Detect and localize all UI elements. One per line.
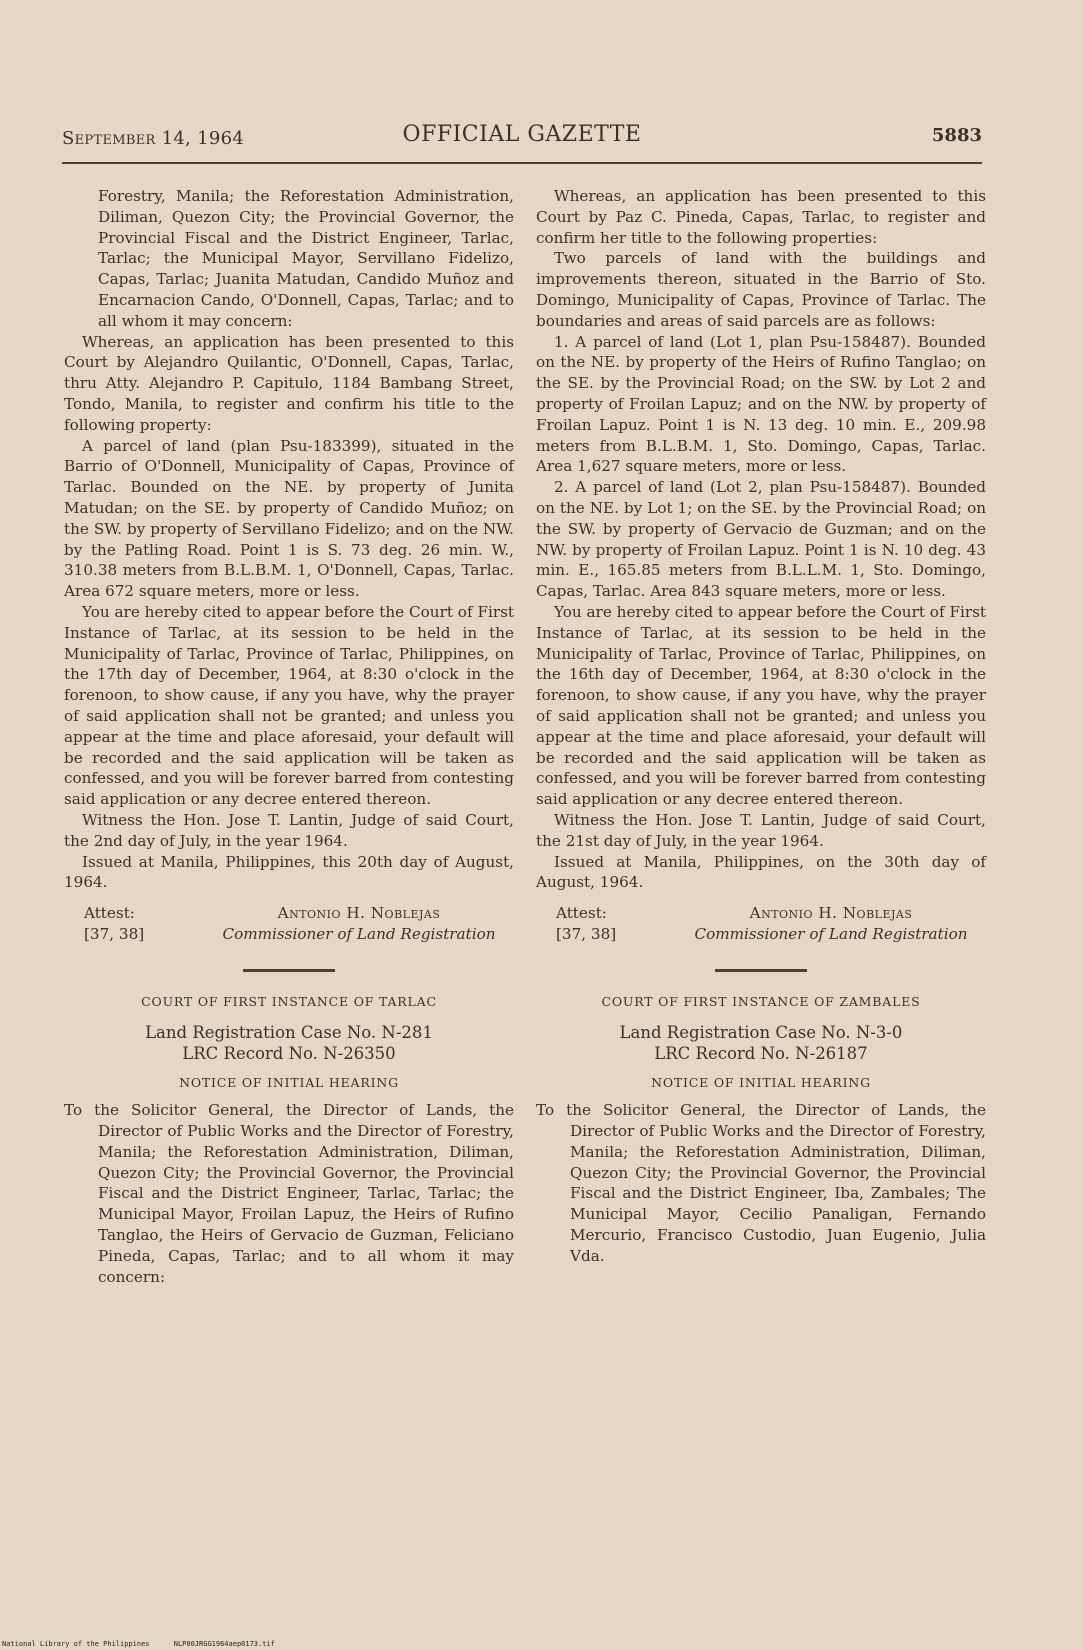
case-number: Land Registration Case No. N-3-0	[619, 1023, 903, 1043]
property-description: A parcel of land (plan Psu-183399), situated in the Barrio of O'Donnell, Municipality of Capas, Province of Tarlac. Bounded on the NE. by property of Junita Matudan; on the SE. by property of Candido Muñoz; on the SW. by property of Servillano Fidelizo; and on the NW. by the Patling Road. Point 1 is S. 73 deg. 26 min. W., 310.38 meters from B.L.B.M. 1, O'Donnell, Capas, Tarlac. Area 672 square meters, more or less.	[64, 436, 514, 601]
signer-name: Antonio H. Noblejas	[749, 904, 913, 923]
paragraph: Whereas, an application has been presented to this Court by Paz C. Pineda, Capas, Tarlac, to register and confirm her title to the following properties:	[536, 187, 986, 247]
notice-heading: NOTICE OF INITIAL HEARING	[651, 1075, 871, 1091]
issue-reference: [37, 38]	[84, 924, 145, 943]
signer-title: Commissioner of Land Registration	[694, 924, 968, 943]
page-number: 5883	[931, 125, 982, 146]
parcel-description: 1. A parcel of land (Lot 1, plan Psu-158487). Bounded on the NE. by property of the Heirs of Rufino Tanglao; on the SE. by the Provincial Road; on the SW. by Lot 2 and property of Froilan Lapuz; and on the NW. by property of Froilan Lapuz. Point 1 is N. 13 deg. 10 min. E., 209.98 meters from B.L.B.M. 1, Sto. Domingo, Capas, Tarlac. Area 1,627 square meters, more or less.	[536, 332, 986, 476]
addressees: To the Solicitor General, the Director of Lands, the Director of Public Works and the Director of Forestry, Manila; the Reforestation Administration, Diliman, Quezon City; the Provincial Governor, the Provincial Fiscal and the District Engineer, Tarlac, Tarlac; the Municipal Mayor, Froilan Lapuz, the Heirs of Rufino Tanglao, the Heirs of Gervacio de Guzman, Feliciano Pineda, Capas, Tarlac; and to all whom it may concern:	[64, 1101, 514, 1286]
lrc-record-number: LRC Record No. N-26187	[654, 1044, 868, 1064]
court-heading: COURT OF FIRST INSTANCE OF ZAMBALES	[601, 993, 921, 1009]
section-divider	[243, 969, 335, 972]
attestation-block	[64, 903, 514, 945]
publication-title: OFFICIAL GAZETTE	[402, 122, 642, 147]
file-name: NLP00JRGG1964aep0173.tif	[173, 1640, 275, 1648]
notice-heading: NOTICE OF INITIAL HEARING	[179, 1075, 399, 1091]
addressees: To the Solicitor General, the Director of Lands, the Director of Public Works and the Director of Forestry, Manila; the Reforestation Administration, Diliman, Quezon City; the Provincial Governor, the Provincial Fiscal and the District Engineer, Iba, Zambales; The Municipal Mayor, Cecilio Panaligan, Fernando Mercurio, Francisco Custodio, Juan Eugenio, Julia Vda.	[536, 1101, 986, 1265]
issue-date: September 14, 1964	[62, 128, 245, 149]
paragraph: You are hereby cited to appear before the Court of First Instance of Tarlac, at its session to be held in the Municipality of Tarlac, Province of Tarlac, Philippines, on the 16th day of December, 1964, at 8:30 o'clock in the forenoon, to show cause, if any you have, why the prayer of said application shall not be granted; and unless you appear at the time and place aforesaid, your default will be recorded and the said application will be taken as confessed, and you will be forever barred from contesting said application or any decree entered thereon.	[536, 602, 986, 809]
witness-line: Witness the Hon. Jose T. Lantin, Judge of said Court, the 21st day of July, in the year 1964.	[536, 810, 986, 850]
court-heading: COURT OF FIRST INSTANCE OF TARLAC	[141, 993, 437, 1009]
issued-line: Issued at Manila, Philippines, this 20th day of August, 1964.	[64, 852, 514, 892]
parcel-description: 2. A parcel of land (Lot 2, plan Psu-158487). Bounded on the NE. by Lot 1; on the SE. by the Provincial Road; on the SW. by property of Gervacio de Guzman; and on the NW. by property of Froilan Lapuz. Point 1 is N. 10 deg. 43 min. E., 165.85 meters from B.L.L.M. 1, Sto. Domingo, Capas, Tarlac. Area 843 square meters, more or less.	[536, 478, 986, 601]
left-column	[64, 186, 514, 1287]
attest-label: Attest:	[556, 904, 607, 923]
header-rule	[62, 162, 982, 164]
attestation-block	[536, 903, 986, 945]
paragraph: Two parcels of land with the buildings and improvements thereon, situated in the Barrio of Sto. Domingo, Municipality of Capas, Province of Tarlac. The boundaries and areas of said parcels are as follows:	[536, 249, 986, 330]
addressees-continued: Forestry, Manila; the Reforestation Administration, Diliman, Quezon City; the Provincial Governor, the Provincial Fiscal and the District Engineer, Tarlac, Tarlac; the Municipal Mayor, Servillano Fidelizo, Capas, Tarlac; Juanita Matudan, Candido Muñoz and Encarnacion Cando, O'Donnell, Capas, Tarlac; and to all whom it may concern:	[98, 187, 514, 330]
witness-line: Witness the Hon. Jose T. Lantin, Judge of said Court, the 2nd day of July, in the year 1964.	[64, 810, 514, 850]
paragraph: You are hereby cited to appear before the Court of First Instance of Tarlac, at its session to be held in the Municipality of Tarlac, Province of Tarlac, Philippines, on the 17th day of December, 1964, at 8:30 o'clock in the forenoon, to show cause, if any you have, why the prayer of said application shall not be granted; and unless you appear at the time and place aforesaid, your default will be recorded and the said application will be taken as confessed, and you will be forever barred from contesting said application or any decree entered thereon.	[64, 602, 514, 809]
paragraph: Whereas, an application has been presented to this Court by Alejandro Quilantic, O'Donnell, Capas, Tarlac, thru Atty. Alejandro P. Capitulo, 1184 Bambang Street, Tondo, Manila, to register and confirm his title to the following property:	[64, 332, 514, 434]
signer-title: Commissioner of Land Registration	[222, 924, 496, 943]
library-credit: National Library of the Philippines	[2, 1640, 150, 1648]
right-column	[536, 186, 986, 1267]
lrc-record-number: LRC Record No. N-26350	[182, 1044, 396, 1064]
signer-name: Antonio H. Noblejas	[277, 904, 441, 923]
page-header	[62, 122, 982, 156]
attest-label: Attest:	[84, 904, 135, 923]
case-number: Land Registration Case No. N-281	[145, 1023, 433, 1043]
issue-reference: [37, 38]	[556, 924, 617, 943]
section-divider	[715, 969, 807, 972]
issued-line: Issued at Manila, Philippines, on the 30th day of August, 1964.	[536, 852, 986, 892]
scan-footer	[2, 1640, 295, 1648]
